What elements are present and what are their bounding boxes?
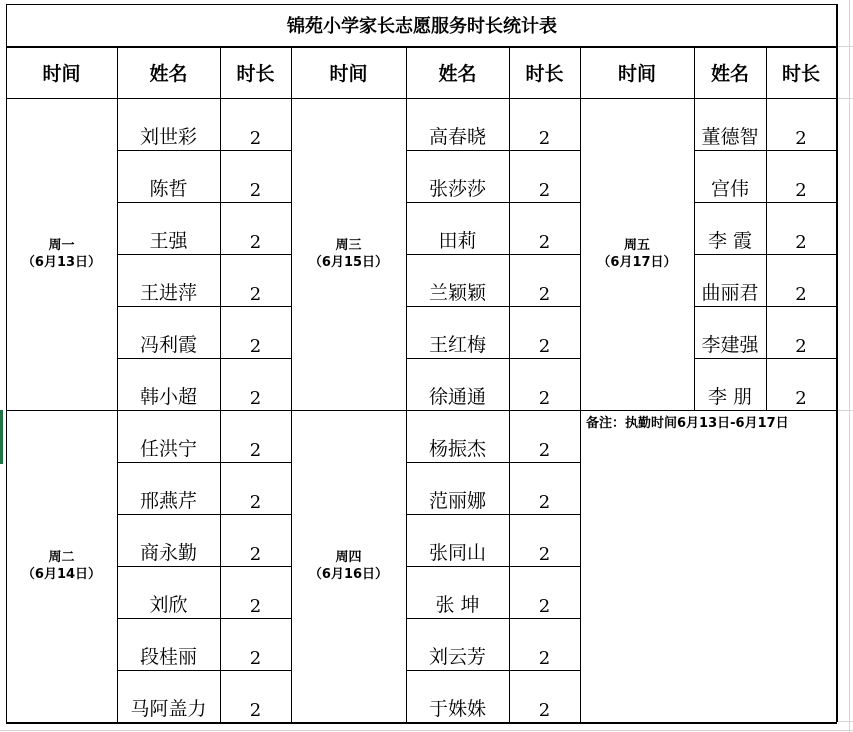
hours-cell[interactable]: 2 xyxy=(538,336,551,357)
name-cell[interactable]: 宫伟 xyxy=(710,178,749,200)
day-cell-fri[interactable] xyxy=(580,98,694,410)
name-cell[interactable]: 兰颖颖 xyxy=(428,282,486,304)
name-cell[interactable]: 陈哲 xyxy=(149,178,188,200)
hours-cell[interactable]: 2 xyxy=(249,388,262,409)
border-v xyxy=(291,46,292,98)
date-label: （6月13日） xyxy=(21,255,102,270)
hours-cell[interactable]: 2 xyxy=(538,648,551,669)
border-h xyxy=(406,618,580,619)
hours-cell[interactable]: 2 xyxy=(249,180,262,201)
hours-cell[interactable]: 2 xyxy=(795,336,807,357)
border-h xyxy=(406,254,580,255)
hours-cell[interactable]: 2 xyxy=(795,128,807,149)
header-cell[interactable]: 时长 xyxy=(525,62,564,85)
border-h xyxy=(406,150,580,151)
border-h xyxy=(406,670,580,671)
day-cell-thu[interactable] xyxy=(291,410,406,722)
header-cell[interactable]: 时间 xyxy=(329,62,368,85)
hours-cell[interactable]: 2 xyxy=(249,700,262,721)
hours-cell[interactable]: 2 xyxy=(538,440,551,461)
hours-cell[interactable]: 2 xyxy=(249,596,262,617)
name-cell[interactable]: 张同山 xyxy=(428,542,486,564)
hours-cell[interactable]: 2 xyxy=(538,232,551,253)
hours-cell[interactable]: 2 xyxy=(249,492,262,513)
border-h xyxy=(117,254,291,255)
date-label: （6月16日） xyxy=(308,567,389,582)
hours-cell[interactable]: 2 xyxy=(249,128,262,149)
gridline-h xyxy=(836,98,853,99)
name-cell[interactable]: 徐通通 xyxy=(428,386,486,408)
hours-cell[interactable]: 2 xyxy=(538,388,551,409)
name-cell[interactable]: 杨振杰 xyxy=(428,438,486,460)
name-cell[interactable]: 刘世彩 xyxy=(139,126,197,148)
header-cell[interactable]: 姓名 xyxy=(438,62,477,85)
name-cell[interactable]: 于姝姝 xyxy=(428,698,486,720)
border-v xyxy=(694,46,695,98)
header-cell[interactable]: 时间 xyxy=(42,62,81,85)
border-v xyxy=(836,4,838,722)
border-v xyxy=(406,46,407,98)
gridline-h xyxy=(836,46,853,47)
day-cell-mon[interactable] xyxy=(6,98,117,410)
hours-cell[interactable]: 2 xyxy=(249,544,262,565)
name-cell[interactable]: 张莎莎 xyxy=(428,178,486,200)
border-h xyxy=(406,462,580,463)
date-label: （6月14日） xyxy=(21,567,102,582)
border-h xyxy=(6,4,837,5)
border-h xyxy=(694,150,836,151)
header-cell[interactable]: 时间 xyxy=(617,62,656,85)
note-cell[interactable]: 备注：执勤时间6月13日-6月17日 xyxy=(586,416,789,431)
hours-cell[interactable]: 2 xyxy=(538,128,551,149)
name-cell[interactable]: 王红梅 xyxy=(428,334,486,356)
name-cell[interactable]: 段桂丽 xyxy=(139,646,197,668)
border-h xyxy=(6,98,837,99)
date-label: （6月15日） xyxy=(308,255,389,270)
name-cell[interactable]: 高春晓 xyxy=(428,126,486,148)
border-v xyxy=(6,4,7,722)
border-h xyxy=(117,202,291,203)
row-selection-marker xyxy=(0,410,3,464)
hours-cell[interactable]: 2 xyxy=(795,388,807,409)
name-cell[interactable]: 王强 xyxy=(149,230,188,252)
border-h xyxy=(117,306,291,307)
name-cell[interactable]: 邢燕芹 xyxy=(139,490,197,512)
name-cell[interactable]: 任洪宁 xyxy=(139,438,197,460)
name-cell[interactable]: 刘欣 xyxy=(149,594,188,616)
gridline-v xyxy=(849,0,850,732)
border-h xyxy=(117,618,291,619)
hours-cell[interactable]: 2 xyxy=(538,284,551,305)
hours-cell[interactable]: 2 xyxy=(249,648,262,669)
border-h xyxy=(117,670,291,671)
border-h xyxy=(694,254,836,255)
border-v xyxy=(509,46,510,98)
name-cell[interactable]: 范丽娜 xyxy=(428,490,486,512)
hours-cell[interactable]: 2 xyxy=(538,596,551,617)
border-h xyxy=(117,514,291,515)
day-cell-tue[interactable] xyxy=(6,410,117,722)
header-cell[interactable]: 姓名 xyxy=(710,62,749,85)
border-h xyxy=(6,410,580,411)
border-v xyxy=(766,46,767,98)
weekday-label: 周三 xyxy=(335,238,362,253)
border-v xyxy=(117,46,118,98)
name-cell[interactable]: 李 霞 xyxy=(707,230,753,252)
name-cell[interactable]: 韩小超 xyxy=(139,386,197,408)
hours-cell[interactable]: 2 xyxy=(538,544,551,565)
name-cell[interactable]: 商永勤 xyxy=(139,542,197,564)
border-h xyxy=(694,358,836,359)
hours-cell[interactable]: 2 xyxy=(538,492,551,513)
hours-cell[interactable]: 2 xyxy=(249,284,262,305)
gridline-h xyxy=(836,410,853,411)
border-h xyxy=(406,202,580,203)
hours-cell[interactable]: 2 xyxy=(249,440,262,461)
name-cell[interactable]: 田莉 xyxy=(438,230,477,252)
border-h xyxy=(117,566,291,567)
border-h xyxy=(406,358,580,359)
border-v xyxy=(580,46,581,98)
weekday-label: 周一 xyxy=(48,238,75,253)
name-cell[interactable]: 张 坤 xyxy=(435,594,480,616)
name-cell[interactable]: 刘云芳 xyxy=(428,646,486,668)
hours-cell[interactable]: 2 xyxy=(249,336,262,357)
hours-cell[interactable]: 2 xyxy=(795,284,807,305)
border-h xyxy=(406,566,580,567)
name-cell[interactable]: 曲丽君 xyxy=(701,282,759,304)
weekday-label: 周二 xyxy=(48,550,75,565)
border-h xyxy=(406,514,580,515)
name-cell[interactable]: 冯利霞 xyxy=(139,334,197,356)
table-title[interactable]: 锦苑小学家长志愿服务时长统计表 xyxy=(287,16,557,37)
header-cell[interactable]: 时长 xyxy=(236,62,275,85)
hours-cell[interactable]: 2 xyxy=(249,232,262,253)
name-cell[interactable]: 李 朋 xyxy=(707,386,753,408)
hours-cell[interactable]: 2 xyxy=(795,232,807,253)
name-cell[interactable]: 李建强 xyxy=(701,334,759,356)
border-h xyxy=(117,358,291,359)
weekday-label: 周四 xyxy=(335,550,362,565)
border-h xyxy=(6,46,837,48)
gridline-h xyxy=(836,721,853,722)
border-h xyxy=(406,306,580,307)
border-v xyxy=(220,46,221,98)
border-h xyxy=(117,462,291,463)
name-cell[interactable]: 董德智 xyxy=(701,126,759,148)
header-cell[interactable]: 姓名 xyxy=(149,62,188,85)
name-cell[interactable]: 王进萍 xyxy=(139,282,197,304)
name-cell[interactable]: 马阿盖力 xyxy=(130,698,207,720)
border-h xyxy=(6,722,837,724)
day-cell-wed[interactable] xyxy=(291,98,406,410)
hours-cell[interactable]: 2 xyxy=(538,700,551,721)
gridline-h xyxy=(0,730,853,731)
date-label: （6月17日） xyxy=(597,255,677,270)
border-h xyxy=(694,202,836,203)
hours-cell[interactable]: 2 xyxy=(795,180,807,201)
border-h xyxy=(117,150,291,151)
weekday-label: 周五 xyxy=(623,238,650,253)
header-cell[interactable]: 时长 xyxy=(781,62,820,85)
border-h xyxy=(694,306,836,307)
hours-cell[interactable]: 2 xyxy=(538,180,551,201)
border-h xyxy=(580,410,837,411)
